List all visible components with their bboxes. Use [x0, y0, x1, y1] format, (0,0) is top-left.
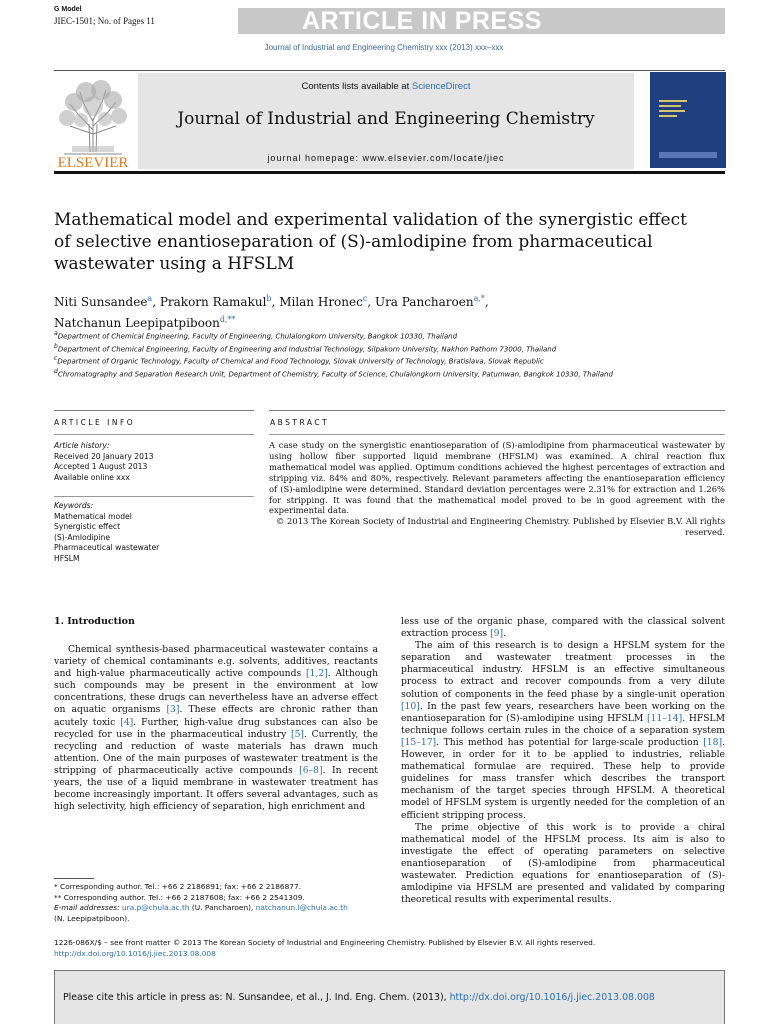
affiliation: $^d$Chromatography and Separation Research Unit, Department of Chemistry, Faculty of Science, Chulalongkorn University, Patumwan, Bangkok 10330, Thailand — [54, 368, 613, 379]
right-column — [401, 616, 725, 906]
journal-cover-thumbnail[interactable] — [650, 72, 726, 168]
intro-paragraph: The aim of this research is to design a HFSLM system for the separation and wastewater treatment processes in the pharmaceutical industry. HFSLM is an effective simultaneous process to extract and recover compounds from a very dilute solution of components in the feed phase by a single-unit operation [10]. In the past few years, researchers have been working on the enantioseparation for (S)-amlodipine using HFSLM [11–14]. HFSLM technique follows certain rules in the choice of a separation system [15–17]. This method has potential for large-scale production [18]. However, in order for it to be applied to industries, reliable mathematical formulae are required. These help to provide guidelines for mass transfer which describes the transport mechanism of the target species through HFSLM. A theoretical model of HFSLM system is urgently needed for the completion of an efficient stripping process. — [401, 640, 726, 821]
keywords — [54, 501, 254, 565]
keyword-item: Synergistic effect — [54, 522, 121, 532]
masthead-bottom-rule — [54, 171, 725, 174]
history-received: Received 20 January 2013 — [54, 451, 154, 461]
keywords-label: Keywords: — [54, 501, 94, 510]
citation-box — [54, 970, 725, 1024]
contents-prefix: Contents lists available at — [301, 81, 412, 92]
citation-link[interactable]: [4] — [120, 716, 134, 728]
email-link[interactable]: ura.p@chula.ac.th — [121, 903, 190, 913]
left-column — [54, 644, 378, 813]
author-list: Niti Sunsandee$^a$, Prakorn Ramakul$^b$, Milan Hronec$^c$, Ura Pancharoen$^{a,*}$, Natchanun Leepipatpiboon$^{d,**}$ — [54, 294, 489, 330]
citation-link[interactable]: [3] — [166, 704, 180, 716]
citation-link[interactable]: [11–14] — [647, 712, 683, 724]
author-affiliation-marker[interactable]: b — [266, 294, 272, 303]
author-affiliation-marker[interactable]: c — [362, 294, 368, 303]
keyword-item: Pharmaceutical wastewater — [54, 543, 160, 553]
info-rule — [54, 410, 254, 411]
journal-title: Journal of Industrial and Engineering Chemistry — [177, 109, 595, 129]
section-heading-introduction: 1. Introduction — [54, 616, 135, 627]
svg-text:ELSEVIER: ELSEVIER — [57, 155, 129, 170]
citation-link[interactable]: [10] — [401, 700, 420, 712]
intro-paragraph: The prime objective of this work is to provide a chiral mathematical model of the HFSLM process. Its aim is also to investigate the effect of operating parameters on selective enantioseparation of (S)-amlodipine from pharmaceutical wastewater. Prediction equations for enantioseparation of (S)-amlodipine via HFSLM are presented and validated by comparing theoretical results with experimental results. — [401, 821, 725, 906]
article-id: JIEC-1501; No. of Pages 11 — [54, 16, 155, 26]
author-affiliation-marker[interactable]: a — [147, 294, 153, 303]
issn-text: 1226-086X/$ – see front matter © 2013 The Korean Society of Industrial and Engineering Chemistry. Published by Elsevier B.V. All rights reserved. — [54, 938, 596, 947]
footnote-corresponding-2: ** Corresponding author. Tel.: +66 2 2187608; fax: +66 2 2541309. — [54, 892, 305, 902]
citation-link[interactable]: [5] — [291, 728, 305, 740]
author-affiliation-marker[interactable]: d,** — [219, 315, 236, 324]
email-label: E-mail addresses: — [54, 903, 122, 913]
journal-homepage[interactable]: journal homepage: www.elsevier.com/locate/jiec — [267, 153, 505, 163]
journal-reference[interactable]: Journal of Industrial and Engineering Chemistry xxx (2013) xxx–xxx — [264, 43, 504, 52]
doi-link[interactable]: http://dx.doi.org/10.1016/j.jiec.2013.08.008 — [54, 949, 216, 958]
email-link[interactable]: natchanun.l@chula.ac.th — [255, 903, 348, 913]
footnote-rule — [54, 878, 94, 879]
author-name: Prakorn Ramakul — [159, 295, 267, 309]
info-subrule — [54, 434, 254, 435]
intro-paragraph: Chemical synthesis-based pharmaceutical wastewater contains a variety of chemical contaminants e.g. solvents, additives, reactants and high-value pharmaceutically active compounds [1,2]. Although such compounds may be present in the environment at low concentrations, these drugs can nevertheless have an adverse effect on aquatic organisms [3]. These effects are chronic rather than acutely toxic [4]. Further, high-value drug substances can also be recycled for use in the pharmaceutical industry [5]. Currently, the recycling and reduction of waste materials has drawn much attention. One of the main purposes of wastewater treatment is the stripping of pharmaceutically active compounds [6–8]. In recent years, the use of a liquid membrane in wastewater treatment has become increasingly important. It offers several advantages, such as high selectivity, high efficiency of separation, high enrichment and — [54, 644, 378, 813]
history-label: Article history: — [54, 441, 110, 450]
citation-link[interactable]: [1,2] — [306, 668, 328, 680]
cite-text: Please cite this article in press as: N. Sunsandee, et al., J. Ind. Eng. Chem. (2013), — [63, 992, 450, 1003]
abstract-rule — [269, 410, 725, 411]
affiliation: $^a$Department of Chemical Engineering, Faculty of Engineering, Chulalongkorn University, Bangkok 10330, Thailand — [54, 330, 458, 341]
abstract-heading: ABSTRACT — [270, 418, 330, 427]
abstract-body — [269, 440, 725, 538]
footnotes — [54, 882, 384, 924]
citation-link[interactable]: [18] — [703, 736, 723, 748]
footnote-emails — [54, 903, 384, 914]
top-bar — [54, 6, 725, 34]
masthead — [54, 70, 725, 174]
history-online: Available online xxx — [54, 472, 130, 482]
author-name: Niti Sunsandee — [54, 295, 148, 309]
contents-line — [138, 81, 634, 92]
keyword-item: (S)-Amlodipine — [54, 532, 111, 542]
email-owner: (N. Leepipatpiboon). — [54, 913, 130, 923]
affiliation: $^c$Department of Organic Technology, Faculty of Chemical and Food Technology, Slovak University of Technology, Bratislava, Slovak Republic — [54, 355, 544, 366]
keyword-item: HFSLM — [54, 553, 80, 563]
cite-doi-link[interactable]: http://dx.doi.org/10.1016/j.jiec.2013.08.008 — [449, 992, 655, 1003]
elsevier-logo[interactable] — [54, 74, 132, 170]
affiliation: $^b$Department of Chemical Engineering, Faculty of Engineering and Industrial Technology, Silpakorn University, Nakhon Pathom 73000, Thailand — [54, 342, 557, 354]
abstract-copyright: © 2013 The Korean Society of Industrial and Engineering Chemistry. Published by Elsevier B.V. All rights reserved. — [276, 516, 725, 538]
abstract-subrule — [269, 434, 725, 435]
affiliation-list — [54, 329, 654, 380]
article-history — [54, 441, 254, 483]
citation-link[interactable]: [6–8] — [299, 764, 323, 776]
email-owner: (U. Pancharoen), — [189, 903, 256, 913]
footnote-corresponding-1: * Corresponding author. Tel.: +66 2 2186891; fax: +66 2 2186877. — [54, 882, 302, 891]
author-name: Ura Pancharoen — [374, 295, 474, 309]
article-title: Mathematical model and experimental validation of the synergistic effect of selective enantioseparation of (S)-amlodipine from pharmaceutical wastewater using a HFSLM — [54, 210, 687, 274]
elsevier-tree-icon — [54, 74, 132, 170]
author-name: Milan Hronec — [279, 295, 363, 309]
author-name: Natchanun Leepipatpiboon — [54, 316, 220, 330]
author-affiliation-marker[interactable]: a,* — [473, 294, 485, 303]
article-info-heading: ARTICLE INFO — [54, 418, 136, 427]
journal-banner — [138, 73, 634, 169]
intro-paragraph: less use of the organic phase, compared with the classical solvent extraction process [9]. — [401, 616, 725, 640]
sciencedirect-link[interactable]: ScienceDirect — [411, 81, 471, 92]
issn-line — [54, 937, 714, 959]
history-accepted: Accepted 1 August 2013 — [54, 462, 148, 472]
masthead-top-rule — [54, 70, 725, 71]
keyword-item: Mathematical model — [54, 511, 132, 521]
article-in-press-banner: ARTICLE IN PRESS — [238, 8, 725, 34]
citation-link[interactable]: [9] — [490, 628, 504, 640]
keywords-rule — [54, 496, 254, 497]
citation-link[interactable]: [15–17] — [401, 736, 437, 748]
abstract-text: A case study on the synergistic enantioseparation of (S)-amlodipine from pharmaceutical wastewater by using hollow fiber supported liquid membrane (HFSLM) was examined. A chiral reaction flux mathematical model was applied. Optimum conditions achieved the highest percentages of extraction and stripping viz. 84% and 80%, respectively. Relevant parameters affecting the enantioseparation efficiency of (S)-amlodipine were determined. Standard deviation percentages were 2.31% for extraction and 1.26% for stripping. It was found that the mathematical model proved to be in good agreement with the experimental data. — [269, 440, 725, 516]
g-model-label: G Model — [54, 6, 82, 13]
